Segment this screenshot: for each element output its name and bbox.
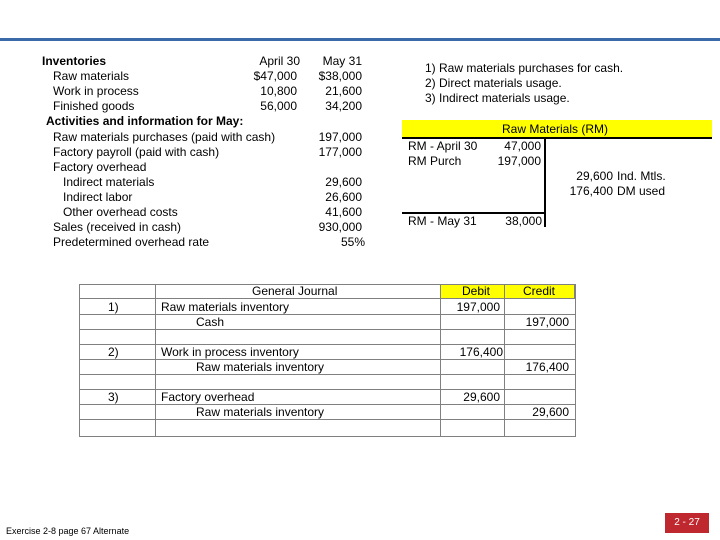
journal-grid-line: [79, 314, 576, 315]
journal-grid-line: [79, 436, 576, 437]
activity-label: Factory payroll (paid with cash): [53, 145, 220, 159]
entry-credit-amount: 197,000: [525, 315, 569, 329]
activity-label: Indirect labor: [63, 190, 133, 204]
entry-credit-account: Raw materials inventory: [196, 405, 325, 419]
entry-debit-account: Raw materials inventory: [161, 300, 290, 314]
inv-row-label: Finished goods: [53, 99, 135, 113]
activity-label: Other overhead costs: [63, 205, 178, 219]
entry-debit-account: Factory overhead: [161, 390, 255, 404]
activity-label: Predetermined overhead rate: [53, 235, 210, 249]
t-account-title: Raw Materials (RM): [502, 122, 609, 136]
entry-debit-amount: 176,400: [459, 345, 503, 359]
inv-row-may: 21,600: [325, 84, 362, 98]
activity-value: 41,600: [325, 205, 362, 219]
entry-number: 2): [108, 345, 119, 359]
col-april-header: April 30: [259, 54, 300, 68]
journal-col-line: [155, 284, 156, 436]
activity-label: Factory overhead: [53, 160, 147, 174]
col-may-header: May 31: [322, 54, 362, 68]
journal-grid-line: [79, 329, 576, 330]
inv-row-label: Work in process: [53, 84, 139, 98]
journal-debit-header: Debit: [461, 284, 490, 298]
t-debit-label: RM - April 30: [408, 139, 478, 153]
entry-debit-amount: 197,000: [456, 300, 500, 314]
journal-col-line: [575, 284, 576, 436]
inv-row-april: 56,000: [260, 99, 297, 113]
inv-row-april: 10,800: [260, 84, 297, 98]
journal-grid-line: [79, 404, 576, 405]
inventories-title: Inventories: [42, 54, 107, 68]
activity-value: 55%: [340, 235, 365, 249]
instruction-item: 1) Raw materials purchases for cash.: [425, 61, 624, 75]
journal-grid-line: [79, 419, 576, 420]
t-account-vertical-line: [544, 137, 546, 227]
journal-credit-header: Credit: [523, 284, 556, 298]
t-ending-label: RM - May 31: [408, 214, 477, 228]
t-credit-label: Ind. Mtls.: [617, 169, 666, 183]
entry-credit-amount: 29,600: [532, 405, 569, 419]
inv-row-label: Raw materials: [53, 69, 130, 83]
activity-value: 26,600: [325, 190, 362, 204]
activity-value: 177,000: [318, 145, 362, 159]
activity-value: 197,000: [318, 130, 362, 144]
t-ending-value: 38,000: [505, 214, 542, 228]
t-credit-value: 29,600: [576, 169, 613, 183]
instruction-item: 2) Direct materials usage.: [425, 76, 562, 90]
instruction-item: 3) Indirect materials usage.: [425, 91, 570, 105]
entry-debit-amount: 29,600: [463, 390, 500, 404]
t-credit-value: 176,400: [569, 184, 613, 198]
entry-debit-account: Work in process inventory: [161, 345, 299, 359]
activity-value: 930,000: [318, 220, 362, 234]
activities-title: Activities and information for May:: [46, 114, 244, 128]
t-debit-value: 47,000: [504, 139, 541, 153]
activity-label: Indirect materials: [63, 175, 155, 189]
entry-credit-account: Cash: [196, 315, 225, 329]
entry-number: 1): [108, 300, 119, 314]
entry-credit-amount: 176,400: [525, 360, 569, 374]
journal-col-line: [79, 284, 80, 436]
activity-value: 29,600: [325, 175, 362, 189]
journal-grid-line: [79, 389, 576, 390]
footer-caption: Exercise 2-8 page 67 Alternate: [6, 526, 130, 536]
entry-number: 3): [108, 390, 119, 404]
page-number-badge: 2 - 27: [665, 513, 709, 533]
t-credit-label: DM used: [617, 184, 666, 198]
inv-row-april: $47,000: [253, 69, 297, 83]
journal-grid-line: [79, 374, 576, 375]
inv-row-may: $38,000: [318, 69, 362, 83]
inv-row-may: 34,200: [325, 99, 362, 113]
activity-label: Raw materials purchases (paid with cash): [53, 130, 276, 144]
entry-credit-account: Raw materials inventory: [196, 360, 325, 374]
t-debit-label: RM Purch: [408, 154, 462, 168]
top-rule: [0, 38, 720, 41]
journal-title: General Journal: [252, 284, 338, 298]
t-debit-value: 197,000: [497, 154, 541, 168]
activity-label: Sales (received in cash): [53, 220, 182, 234]
